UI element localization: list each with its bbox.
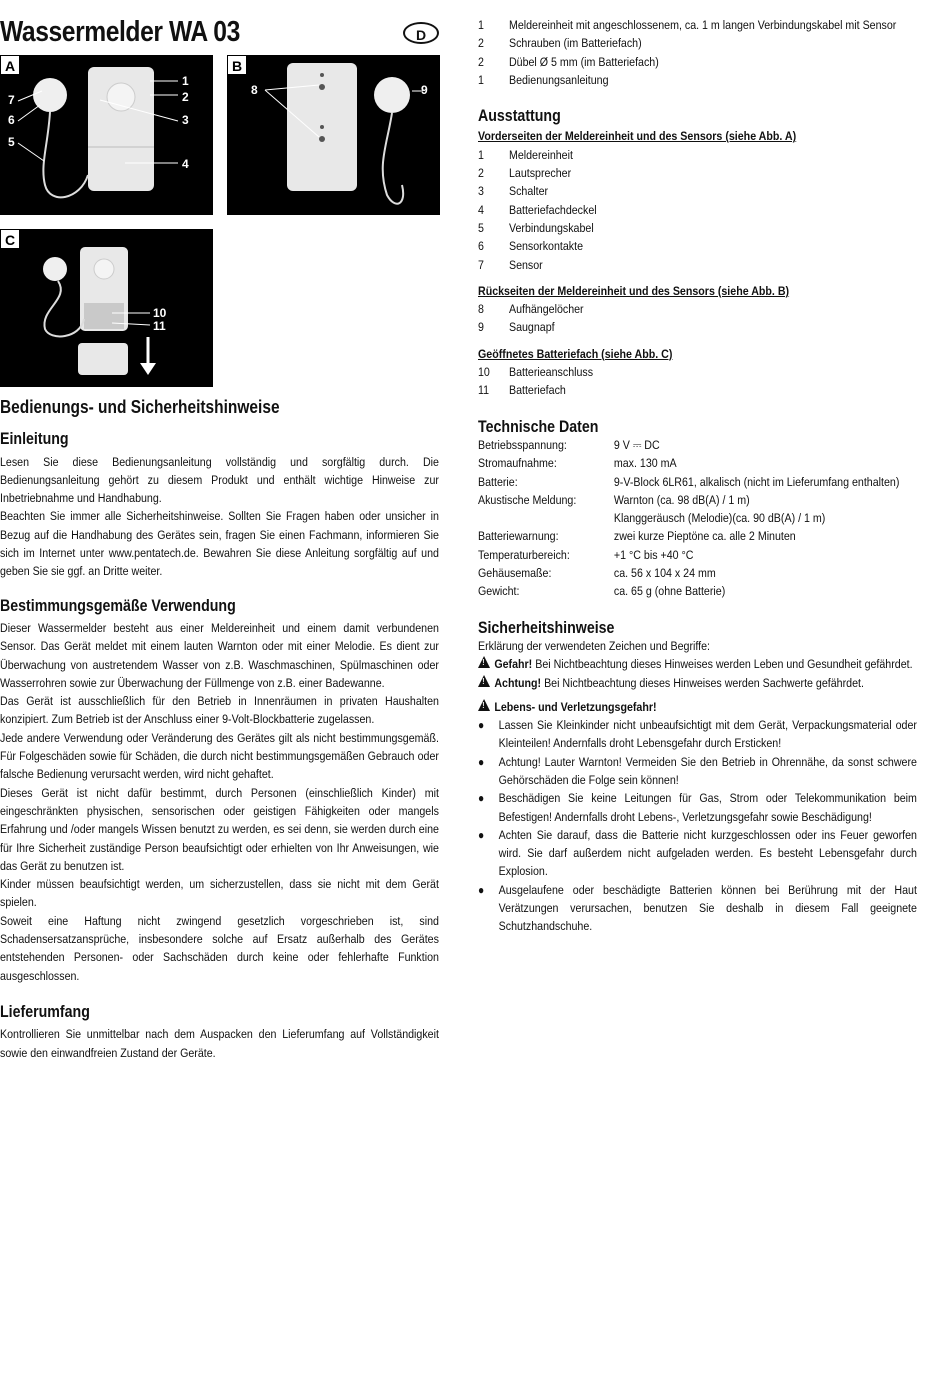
spec-row: Batteriewarnung: zwei kurze Pieptöne ca. alle 2 Minuten [478,529,796,544]
list-item: 2 Schrauben (im Batteriefach) [478,36,642,51]
spec-row: Betriebsspannung: 9 V ⎓ DC [478,437,660,452]
back-heading: Rückseiten der Meldereinheit und des Sensors (siehe Abb. B) [478,283,790,298]
warning-triangle-icon [478,699,490,711]
spec-row: Gehäusemaße: ca. 56 x 104 x 24 mm [478,566,716,581]
main-heading: Bedienungs- und Sicherheitshinweise [0,397,280,417]
callout-8: 8 [251,83,258,97]
list-item: ● Achten Sie darauf, dass die Batterie nicht kurzgeschlossen oder ins Feuer geworfen wird. Sie darf außerdem nicht aufgeladen werden. Es besteht Lebensgefahr durch Explosion. [478,827,917,879]
list-item: 8 Aufhängelöcher [478,302,584,317]
danger-note: ! Gefahr! Bei Nichtbeachtung dieses Hinweises werden Leben und Gesundheit gefährdet. [478,655,917,673]
figure-c-illustration [0,229,213,387]
spec-row: Gewicht: ca. 65 g (ohne Batterie) [478,584,726,599]
figure-b [227,55,440,215]
list-item: 3 Schalter [478,184,549,199]
list-item: 7 Sensor [478,257,543,272]
page-title: Wassermelder WA 03 [0,16,240,48]
list-item: 2 Lautsprecher [478,166,572,181]
callout-9: 9 [421,83,428,97]
usage-p3: Jede andere Verwendung oder Veränderung des Gerätes gilt als nicht bestimmungsgemäß. Für Folgeschäden sowie für Schäden, die durch nicht bestimmungsgemäßen Gebrauch oder falsche Bedienung verursacht werden, wird nicht gehaftet. [0,730,439,782]
callout-2: 2 [182,90,189,104]
figure-b-label: B [227,55,247,75]
spec-row: Klanggeräusch (Melodie)(ca. 90 dB(A) / 1 m) [613,511,826,526]
intro-heading: Einleitung [0,430,69,449]
spec-row: Akustische Meldung: Warnton (ca. 98 dB(A) / 1 m) [478,492,750,507]
list-item: 5 Verbindungskabel [478,220,594,235]
callout-7: 7 [8,93,15,107]
usage-p4: Dieses Gerät ist nicht dafür bestimmt, durch Personen (einschließlich Kinder) mit eingeschränkten physischen, sensorischen oder geistigen Fähigkeiten oder mangels Erfahrung und /oder mangels Wissen benutzt zu werden, es sei denn, sie werden durch eine für Ihre Sicherheit zuständige Person beaufsichtigt oder erhielten von Ihr Anweisungen, wie das Gerät zu benutzen ist. [0,785,439,873]
intro-p1: Lesen Sie diese Bedienungsanleitung vollständig und sorgfältig durch. Die Bedienungsanleitung gehört zu diesem Produkt und enthält wichtige Hinweise zur Inbetriebnahme und Handhabung. [0,454,439,506]
figure-b-illustration [227,55,440,215]
callout-11: 11 [153,319,166,333]
list-item: ● Beschädigen Sie keine Leitungen für Gas, Strom oder Telekommunikation beim Befestigen! Andernfalls droht Lebens-, Verletzungsgefahr sowie Beschädigung! [478,791,917,824]
list-item: ● Ausgelaufene oder beschädigte Batterien können bei Berührung mit der Haut Verätzungen verursachen, benutzen Sie deshalb in diesem Fall geeignete Schutzhandschuhe. [478,882,917,934]
figure-c-label: C [0,229,20,249]
list-item: 10 Batterieanschluss [478,365,594,380]
usage-p2: Das Gerät ist ausschließlich für den Betrieb in Innenräumen in privaten Haushalten konzipiert. Zum Betrieb ist der Anschluss einer 9-Volt-Blockbatterie zugelassen. [0,694,439,727]
figure-a-label: A [0,55,20,75]
list-item: 9 Saugnapf [478,320,555,335]
callout-5: 5 [8,135,15,149]
left-column [0,398,440,1062]
warning-triangle-icon [478,656,490,668]
list-item: 1 Bedienungsanleitung [478,72,609,87]
list-item: 2 Dübel Ø 5 mm (im Batteriefach) [478,54,659,69]
safety-bullets [478,716,918,936]
equipment-heading: Ausstattung [478,107,561,126]
list-item: 11 Batteriefach [478,383,566,398]
warning-triangle-icon [478,675,490,687]
intro-p2: Beachten Sie immer alle Sicherheitshinweise. Sollten Sie Fragen haben oder unsicher in Bezug auf die Handhabung des Gerätes sein, fragen Sie einen Fachmann, informieren Sie sich im Internet unter www.pentatech.de. Bewahren Sie diese Anleitung sorgfältig auf und geben Sie sie ggf. an Dritte weiter. [0,509,439,579]
back-list [478,300,918,337]
list-item: 1 Meldereinheit [478,147,573,162]
figure-a [0,55,213,215]
front-list [478,146,918,274]
callout-4: 4 [182,157,189,171]
battery-list [478,363,918,400]
scope-heading: Lieferumfang [0,1002,90,1021]
usage-heading: Bestimmungsgemäße Verwendung [0,596,236,615]
usage-p1: Dieser Wassermelder besteht aus einer Meldereinheit und einem damit verbundenen Sensor. Das Gerät meldet mit einem lauten Warnton oder mit einer Melodie. Es dient zur Überwachung von austretendem Wasser von z.B. Waschmaschinen, Spülmaschinen oder Wasserrohren sowie zur Überwachung der Füllmenge von z.B. einer Badewanne. [0,620,439,690]
scope-p1: Kontrollieren Sie unmittelbar nach dem Auspacken den Lieferumfang auf Vollständigkeit sowie den einwandfreien Zustand der Geräte. [0,1027,439,1060]
usage-p6: Soweit eine Haftung nicht zwingend gesetzlich vorgeschrieben ist, sind Schadensersatzansprüche, insbesondere solche auf Ersatz außerhalb des Gerätes entstehenden Personen- oder Sachschäden durch keine oder fehlerhafte Funktion ausgeschlossen. [0,913,439,983]
front-heading: Vorderseiten der Meldereinheit und des Sensors (siehe Abb. A) [478,129,797,144]
life-danger-heading: ! Lebens- und Verletzungsgefahr! [478,698,917,716]
list-item: 4 Batteriefachdeckel [478,202,597,217]
list-item: 6 Sensorkontakte [478,239,584,254]
callout-10: 10 [153,306,167,320]
list-item: 1 Meldereinheit mit angeschlossenem, ca. 1 m langen Verbindungskabel mit Sensor [478,18,897,32]
callout-6: 6 [8,113,15,127]
language-badge: D [403,22,439,44]
callout-1: 1 [182,74,189,88]
caution-note: ! Achtung! Bei Nichtbeachtung dieses Hinweises werden Sachwerte gefährdet. [478,674,917,692]
specs-heading: Technische Daten [478,417,599,436]
spec-row: Temperaturbereich: +1 °C bis +40 °C [478,547,694,562]
spec-row: Batterie: 9-V-Block 6LR61, alkalisch (nicht im Lieferumfang enthalten) [478,474,900,489]
list-item: ● Lassen Sie Kleinkinder nicht unbeaufsichtigt mit dem Gerät, Verpackungsmaterial oder Kleinteilen! Andernfalls droht Lebensgefahr durch Ersticken! [478,718,917,751]
scope-list [478,16,918,89]
usage-p5: Kinder müssen beaufsichtigt werden, um sicherzustellen, dass sie nicht mit dem Gerät spielen. [0,877,439,910]
spec-row: Stromaufnahme: max. 130 mA [478,456,677,471]
safety-intro: Erklärung der verwendeten Zeichen und Begriffe: [478,638,711,653]
figure-c [0,229,213,387]
right-column [478,16,918,936]
safety-heading: Sicherheitshinweise [478,618,615,637]
list-item: ● Achtung! Lauter Warnton! Vermeiden Sie den Betrieb in Ohrennähe, da sonst schwere Gehörschäden die Folge sein können! [478,754,917,787]
callout-3: 3 [182,113,189,127]
specs-table [478,436,918,601]
battery-heading: Geöffnetes Batteriefach (siehe Abb. C) [478,346,673,361]
